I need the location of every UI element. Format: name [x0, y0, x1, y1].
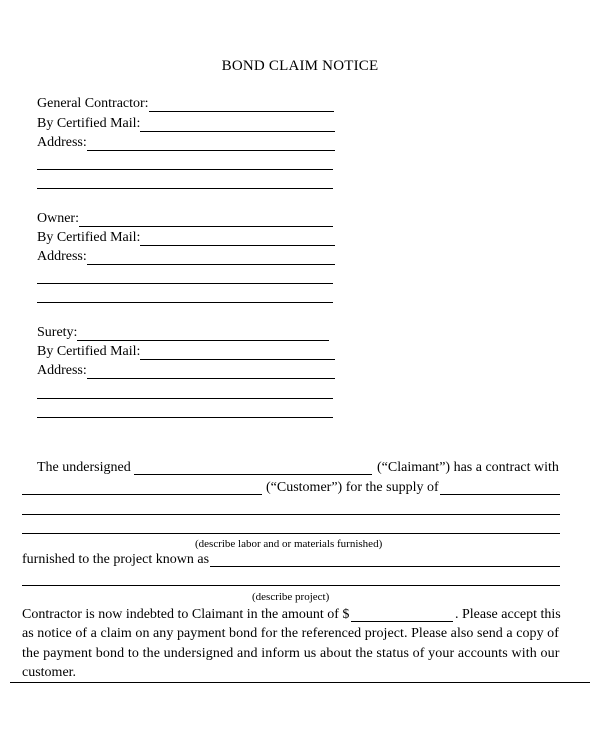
customer-text: (“Customer”) for the supply of: [266, 480, 439, 495]
paragraph-line-4: customer.: [22, 665, 77, 680]
materials-line-1[interactable]: [22, 514, 560, 515]
general-contractor-row: [37, 94, 334, 112]
owner-certified-mail-row: [37, 228, 335, 246]
customer-name-field[interactable]: [22, 494, 262, 495]
owner-address-row: [37, 247, 335, 265]
owner-field[interactable]: [79, 213, 333, 227]
gc-address-field[interactable]: [87, 137, 335, 151]
paragraph-line-3: the payment bond to the undersigned and inform us about the status of your accounts with our: [22, 646, 560, 661]
gc-certified-mail-row: [37, 114, 335, 132]
general-contractor-label: General Contractor:: [37, 96, 149, 111]
surety-address-field[interactable]: [87, 365, 335, 379]
owner-certified-mail-label: By Certified Mail:: [37, 230, 141, 245]
gc-address-line-2[interactable]: [37, 169, 333, 170]
surety-certified-mail-label: By Certified Mail:: [37, 344, 141, 359]
gc-address-line-3[interactable]: [37, 188, 333, 189]
surety-label: Surety:: [37, 325, 78, 340]
document-title: BOND CLAIM NOTICE: [221, 58, 379, 74]
gc-address-row: [37, 133, 335, 151]
indebted-text: Contractor is now indebted to Claimant in the amount of $: [22, 607, 350, 622]
owner-address-line-2[interactable]: [37, 283, 333, 284]
surety-certified-mail-field[interactable]: [140, 346, 335, 360]
gc-certified-mail-field[interactable]: [140, 118, 335, 132]
project-caption: (describe project): [252, 591, 330, 603]
owner-address-line-3[interactable]: [37, 302, 333, 303]
supply-field[interactable]: [440, 494, 560, 495]
claimant-text: (“Claimant”) has a contract with: [377, 460, 559, 475]
project-name-field[interactable]: [210, 566, 560, 567]
undersigned-text: The undersigned: [37, 460, 131, 475]
surety-address-line-3[interactable]: [37, 417, 333, 418]
page-divider: [10, 682, 590, 683]
amount-field[interactable]: [351, 621, 453, 622]
claimant-name-field[interactable]: [134, 474, 372, 475]
surety-row: [37, 323, 329, 341]
surety-certified-mail-row: [37, 342, 335, 360]
materials-line-2[interactable]: [22, 533, 560, 534]
owner-row: [37, 209, 333, 227]
owner-address-field[interactable]: [87, 251, 335, 265]
gc-certified-mail-label: By Certified Mail:: [37, 116, 141, 131]
surety-address-label: Address:: [37, 363, 87, 378]
surety-address-line-2[interactable]: [37, 398, 333, 399]
surety-field[interactable]: [77, 327, 329, 341]
general-contractor-field[interactable]: [149, 98, 334, 112]
materials-caption: (describe labor and or materials furnished): [195, 538, 383, 550]
accept-text: . Please accept this: [455, 607, 561, 622]
paragraph-line-2: as notice of a claim on any payment bond for the referenced project. Please also send a copy of: [22, 626, 559, 641]
project-line-2[interactable]: [22, 585, 560, 586]
gc-address-label: Address:: [37, 135, 87, 150]
furnished-text: furnished to the project known as: [22, 552, 210, 567]
owner-certified-mail-field[interactable]: [140, 232, 335, 246]
surety-address-row: [37, 361, 335, 379]
owner-address-label: Address:: [37, 249, 87, 264]
owner-label: Owner:: [37, 211, 79, 226]
